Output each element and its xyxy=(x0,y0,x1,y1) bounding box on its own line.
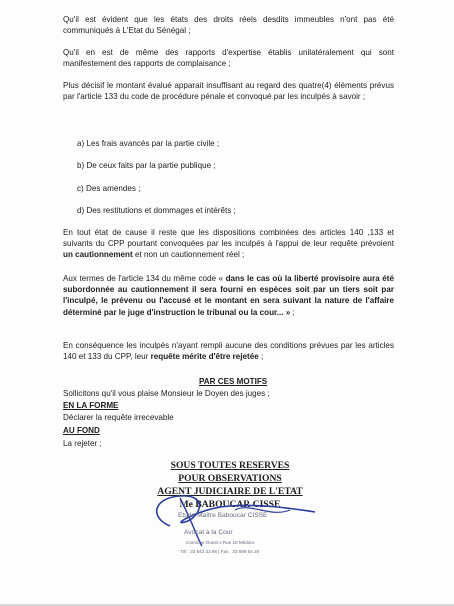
paragraph-rapports-expertise: Qu'il en est de même des rapports d'expertise établis unilatéralement qui sont manifestement des rapports de complaisance ; xyxy=(63,48,394,69)
paragraph-etat-de-cause-tail: et non un cautionnement réel ; xyxy=(132,250,245,260)
list-item-b: b) De ceux faits par la partie publique ; xyxy=(77,161,216,170)
paragraph-etat-de-cause xyxy=(63,227,394,261)
text-sollicitons: Sollicitons qu'il vous plaise Monsieur le Doyen des juges ; xyxy=(63,389,270,398)
signature-line-agent: AGENT JUDICIAIRE DE L'ETAT xyxy=(157,486,303,497)
signature-line-reserves: SOUS TOUTES RESERVES xyxy=(170,460,290,471)
paragraph-montant-insuffisant: Plus décisif le montant évalué apparait insuffisant au regard des quatre(4) éléments prévus par l'article 133 du code de procédure pénale et convoqué par les inculpés à savoir ; xyxy=(63,81,394,102)
heading-au-fond: AU FOND xyxy=(63,426,100,435)
heading-en-la-forme: EN LA FORME xyxy=(63,401,119,410)
signature-line-observations: POUR OBSERVATIONS xyxy=(178,473,282,484)
paragraph-consequence-tail: ; xyxy=(258,352,264,362)
stamp-line-avocat: Avocat à la Cour xyxy=(184,529,233,536)
stamp-line-telephone: Tél : 33 842 33 96 | Fax : 33 889 54 29 xyxy=(180,549,260,554)
list-item-a: a) Les frais avancés par la partie civile ; xyxy=(77,139,220,148)
paragraph-consequence xyxy=(63,340,394,362)
paragraph-consequence-text: En conséquence les inculpés n'ayant rempli aucune des conditions prévues par les articles 140 et 133 du CPP, leur xyxy=(63,341,394,362)
paragraph-article-134 xyxy=(63,273,394,318)
list-item-c: c) Des amendes ; xyxy=(77,184,141,193)
stamp-line-adresse: Corniche Ouest x Rue 15 Médina xyxy=(186,540,254,545)
signature-line-name: Me BABOUCAR CISSE xyxy=(179,499,281,510)
text-requete-irrecevable: Déclarer la requête irrecevable xyxy=(63,413,174,422)
paragraph-etats-droits: Qu'il est évident que les états des droits réels desdits immeubles n'ont pas été communiqués à L'Etat du Sénégal ; xyxy=(63,15,394,36)
emphasis-cautionnement: un cautionnement xyxy=(63,250,133,260)
emphasis-requete-rejetee: requête mérite d'être rejetée xyxy=(150,352,259,362)
paragraph-etat-de-cause-text: En tout état de cause il reste que les dispositions combinées des articles 140 ,133 et suivants du CPP pourtant convoquées par les inculpés à l'appui de leur requête prévoient xyxy=(63,228,394,249)
list-item-d: d) Des restitutions et dommages et intérêts ; xyxy=(77,206,236,215)
stamp-line-etude: Etude Maître Baboucar CISSE xyxy=(178,512,268,519)
paragraph-article-134-intro: Aux termes de l'article 134 du même code « xyxy=(63,274,226,283)
quote-article-134: dans le cas où la liberté provisoire aura été subordonnée au cautionnement il sera fourni en espèces soit par un tiers soit par l'inculpé, le prévenu ou l'accusé et le montant en sera suivant la nature de l'affaire déterminé par le juge d'instruction le tribunal ou la cour... » xyxy=(63,274,394,317)
paragraph-article-134-tail: ; xyxy=(290,307,295,317)
text-la-rejeter: La rejeter ; xyxy=(63,439,102,448)
heading-par-ces-motifs: PAR CES MOTIFS xyxy=(199,377,268,386)
